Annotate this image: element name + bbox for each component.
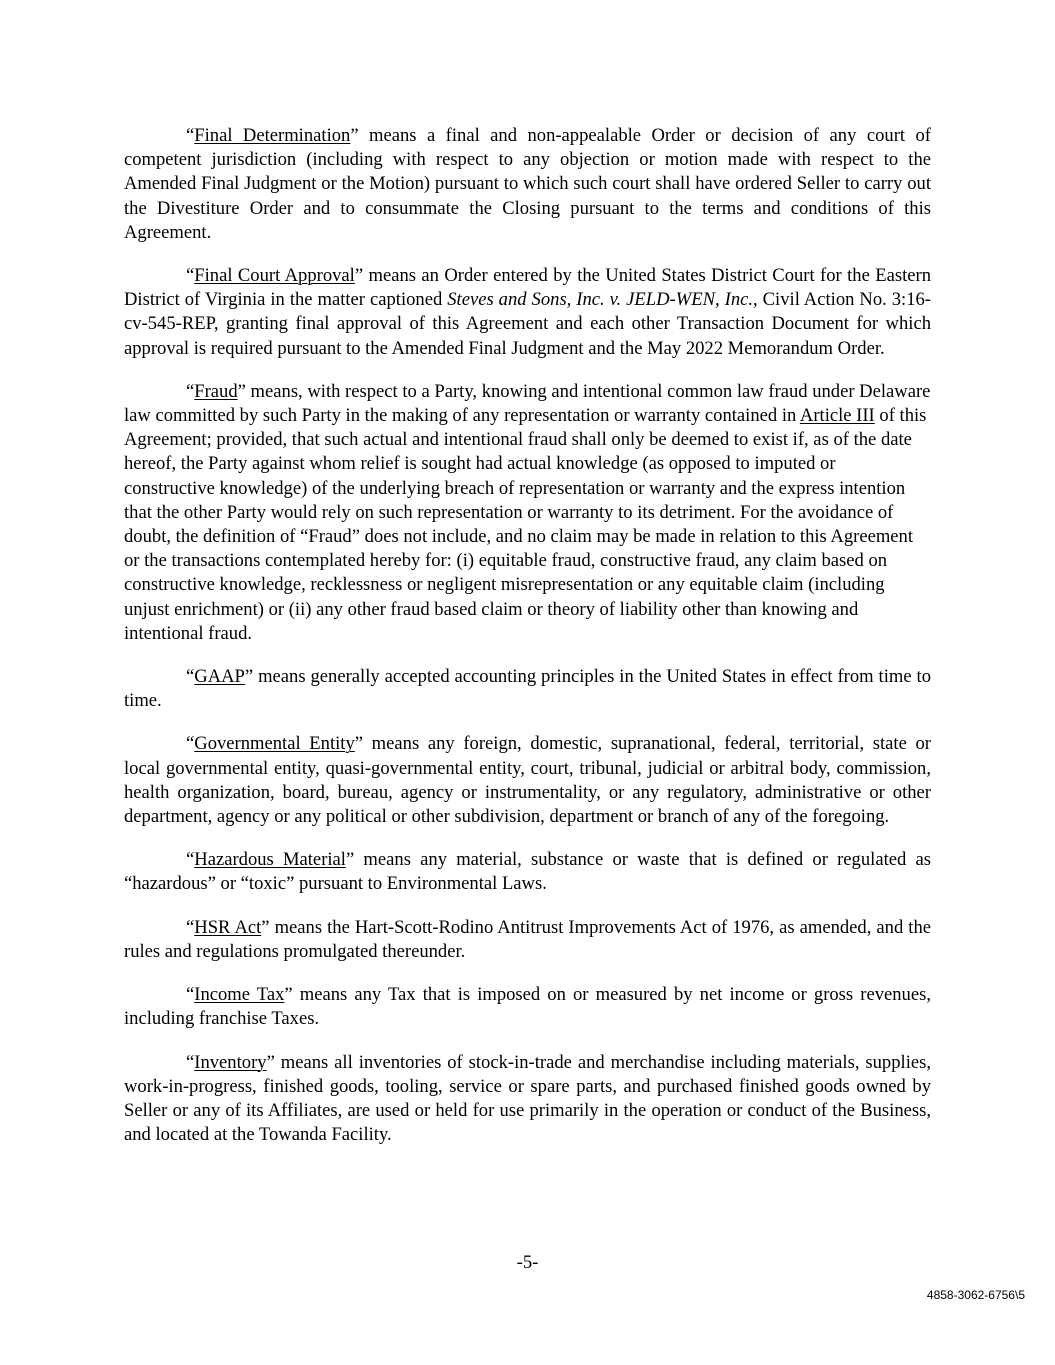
definition-text: ” means all inventories of stock-in-trade and merchandise including materials, supplies, work-in-progress, finished goods, tooling, service or spare parts, and purchased finished goods owned by Seller or any of its Affiliates, are used or held for use primarily in the operation or conduct of the Business, and located at the Towanda Facility. xyxy=(124,1051,931,1146)
open-quote: “ xyxy=(186,380,195,402)
definition-text: , Civil Action No. 3:16-cv-545-REP, granting final approval of this Agreement and each other Transaction Document for which approval is required pursuant to the Amended Final Judgment and the May 2022 Memorandum Order. xyxy=(124,289,931,359)
defined-term: Final Determination xyxy=(194,125,351,146)
definition-final-determination xyxy=(124,124,931,245)
definition-text: ” means an Order entered by the United States District Court for the Eastern District of Virginia in the matter captioned xyxy=(124,265,931,311)
definition-gaap xyxy=(124,665,931,713)
defined-term: HSR Act xyxy=(194,916,262,938)
defined-term: Final Court Approval xyxy=(194,265,355,287)
definition-fraud xyxy=(124,380,931,646)
definition-hsr-act xyxy=(124,916,931,964)
open-quote: “ xyxy=(186,125,195,146)
article-reference: Article III xyxy=(799,405,875,427)
open-quote: “ xyxy=(186,666,195,688)
definition-text: ” means generally accepted accounting principles in the United States in effect from time to time. xyxy=(124,666,931,712)
definition-governmental-entity xyxy=(124,732,931,829)
definition-text: ” means any foreign, domestic, supranational, federal, territorial, state or local governmental entity, quasi-governmental entity, court, tribunal, judicial or arbitral body, commission, health organization, board, bureau, agency or instrumentality, or any regulatory, administrative or other department, agency or any political or other subdivision, department or branch of any of the foregoing. xyxy=(124,733,931,828)
definition-text: ” means the Hart-Scott-Rodino Antitrust Improvements Act of 1976, as amended, and the rules and regulations promulgated thereunder. xyxy=(124,916,931,962)
open-quote: “ xyxy=(186,265,195,287)
definition-inventory xyxy=(124,1051,931,1148)
definition-text: ” means, with respect to a Party, knowing and intentional common law fraud under Delaware law committed by such Party in the making of any representation or warranty contained in xyxy=(124,380,931,427)
definition-hazardous-material xyxy=(124,848,931,896)
page-number: -5- xyxy=(516,1252,539,1273)
defined-term: Fraud xyxy=(194,380,238,402)
document-body xyxy=(124,124,931,1166)
case-name: Steves and Sons, Inc. v. JELD-WEN, Inc. xyxy=(447,289,754,311)
defined-term: GAAP xyxy=(194,666,245,688)
open-quote: “ xyxy=(186,916,195,938)
document-id: 4858-3062-6756\5 xyxy=(926,1288,1025,1302)
definition-text: ” means any material, substance or waste that is defined or regulated as “hazardous” or “toxic” pursuant to Environmental Laws. xyxy=(124,849,931,895)
defined-term: Inventory xyxy=(194,1051,267,1073)
definition-income-tax xyxy=(124,983,931,1031)
definition-text: ” means any Tax that is imposed on or measured by net income or gross revenues, including franchise Taxes. xyxy=(124,984,931,1030)
defined-term: Governmental Entity xyxy=(194,733,355,755)
open-quote: “ xyxy=(186,984,195,1006)
open-quote: “ xyxy=(186,849,195,871)
open-quote: “ xyxy=(186,1051,195,1073)
open-quote: “ xyxy=(186,733,195,755)
defined-term: Income Tax xyxy=(194,984,285,1006)
definition-text: ” means a final and non-appealable Order or decision of any court of competent jurisdiction (including with respect to any objection or motion made with respect to the Amended Final Judgment or the Motion) pursuant to which such court shall have ordered Seller to carry out the Divestiture Order and to consummate the Closing pursuant to the terms and conditions of this Agreement. xyxy=(124,125,931,243)
defined-term: Hazardous Material xyxy=(194,849,346,871)
definition-text: of this Agreement; provided, that such actual and intentional fraud shall only be deemed to exist if, as of the date hereof, the Party against whom relief is sought had actual knowledge (as opposed to imputed or constructive knowledge) of the underlying breach of representation or warranty and the express intention that the other Party would rely on such representation or warranty to its detriment. For the avoidance of doubt, the definition of “Fraud” does not include, and no claim may be made in relation to this Agreement or the transactions contemplated hereby for: (i) equitable fraud, constructive fraud, any claim based on constructive knowledge, recklessness or negligent misrepresentation or any equitable claim (including unjust enrichment) or (ii) any other fraud based claim or theory of liability other than knowing and intentional fraud. xyxy=(124,405,927,644)
definition-final-court-approval xyxy=(124,264,931,361)
